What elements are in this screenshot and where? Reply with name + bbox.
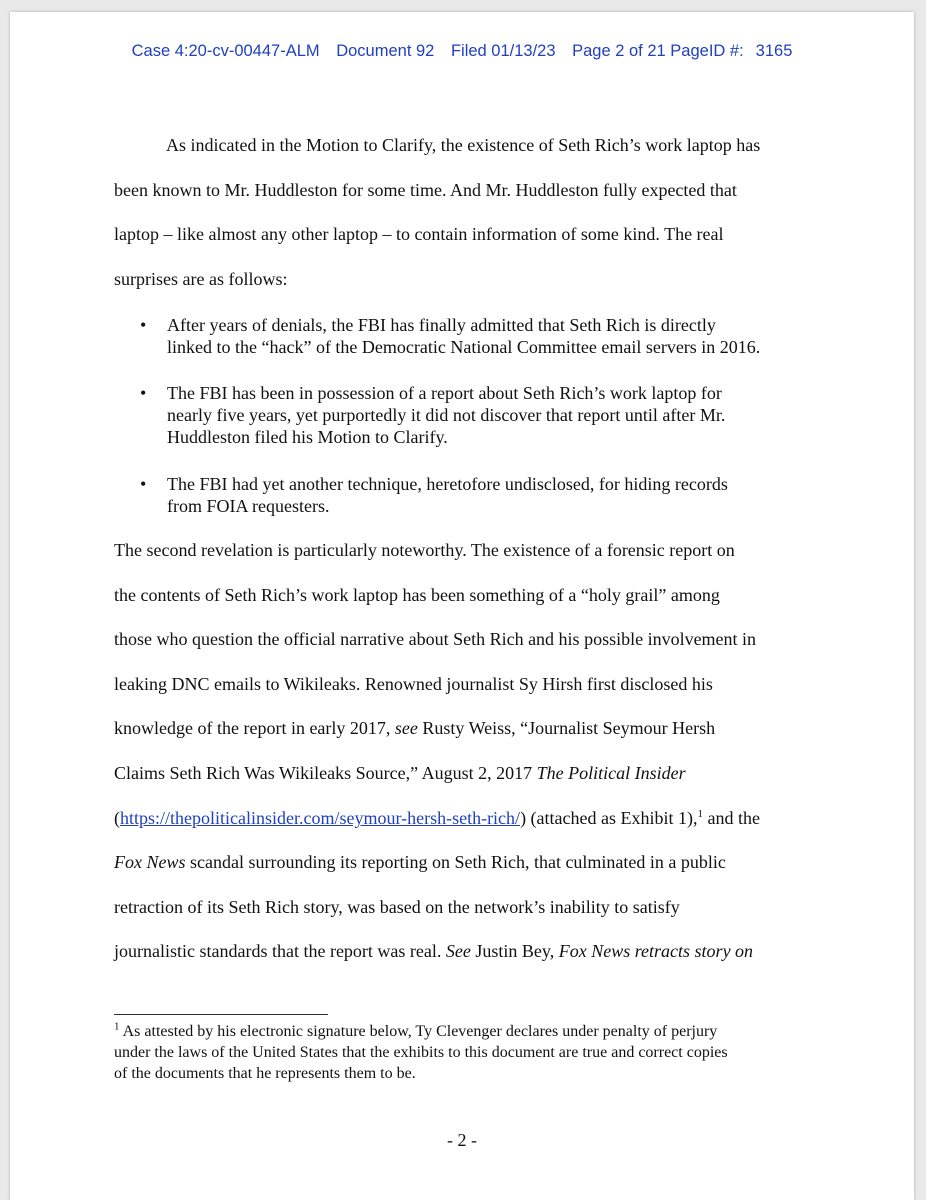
text-run: As attested by his electronic signature below, Ty Clevenger declares under penalty of perjury — [119, 1023, 718, 1040]
body-line — [114, 851, 726, 873]
publication-title: The Political Insider — [536, 763, 686, 783]
text-run: and the — [703, 808, 760, 828]
body-line: been known to Mr. Huddleston for some time. And Mr. Huddleston fully expected that — [114, 180, 737, 200]
text-run: Justin Bey, — [470, 941, 559, 961]
bullet-text: The FBI has been in possession of a report about Seth Rich’s work laptop for — [167, 383, 722, 403]
bullet-text: nearly five years, yet purportedly it did not discover that report until after Mr. — [167, 405, 726, 425]
exhibit-link[interactable]: https://thepoliticalinsider.com/seymour-hersh-seth-rich/ — [120, 808, 521, 828]
page-number: - 2 - — [447, 1130, 477, 1150]
signal-see: See — [445, 941, 471, 961]
text-run: knowledge of the report in early 2017, — [114, 718, 395, 738]
text-run: Claims Seth Rich Was Wikileaks Source,” August 2, 2017 — [114, 763, 537, 783]
bullet-icon: • — [140, 474, 147, 494]
body-line: The second revelation is particularly noteworthy. The existence of a forensic report on — [114, 540, 735, 560]
publication-title: Fox News — [114, 852, 186, 872]
filed-date: Filed 01/13/23 — [450, 42, 556, 60]
bullet-text: The FBI had yet another technique, heretofore undisclosed, for hiding records — [167, 474, 728, 494]
bullet-text: After years of denials, the FBI has finally admitted that Seth Rich is directly — [167, 315, 716, 335]
document-number: Document 92 — [336, 42, 435, 60]
bullet-text: Huddleston filed his Motion to Clarify. — [167, 427, 448, 447]
article-title: Fox News retracts story on — [558, 941, 754, 961]
body-line: surprises are as follows: — [114, 269, 288, 289]
bullet-icon: • — [140, 383, 147, 403]
body-line: laptop – like almost any other laptop – to contain information of some kind. The real — [114, 224, 724, 244]
body-line — [114, 807, 760, 829]
page-id: 3165 — [755, 42, 793, 60]
case-number: Case 4:20-cv-00447-ALM — [131, 42, 320, 60]
ecf-header — [10, 42, 914, 61]
body-line: those who question the official narrative about Seth Rich and his possible involvement in — [114, 629, 757, 649]
text-run: ) (attached as Exhibit 1), — [520, 808, 698, 828]
footnote-line: under the laws of the United States that the exhibits to this document are true and correct copies — [114, 1044, 728, 1061]
text-run: ( — [114, 808, 120, 828]
body-line: retraction of its Seth Rich story, was based on the network’s inability to satisfy — [114, 897, 680, 917]
body-line: the contents of Seth Rich’s work laptop has been something of a “holy grail” among — [114, 585, 720, 605]
document-page — [10, 12, 914, 1200]
signal-see: see — [394, 718, 418, 738]
text-run: scandal surrounding its reporting on Seth Rich, that culminated in a public — [185, 852, 726, 872]
bullet-text: from FOIA requesters. — [167, 496, 330, 516]
bullet-text: linked to the “hack” of the Democratic National Committee email servers in 2016. — [167, 337, 761, 357]
footnote-divider — [114, 1014, 328, 1015]
body-line — [114, 717, 715, 739]
body-line: As indicated in the Motion to Clarify, the existence of Seth Rich’s work laptop has — [166, 135, 761, 155]
body-line — [114, 940, 753, 962]
body-line: leaking DNC emails to Wikileaks. Renowned journalist Sy Hirsh first disclosed his — [114, 674, 713, 694]
text-run: Rusty Weiss, “Journalist Seymour Hersh — [417, 718, 716, 738]
footnote-line — [114, 1022, 717, 1042]
text-run: journalistic standards that the report was real. — [114, 941, 446, 961]
page-info: Page 2 of 21 PageID #: — [572, 42, 744, 60]
footnote-line: of the documents that he represents them to be. — [114, 1065, 416, 1082]
footnote-reference: 1 — [697, 808, 703, 820]
footnote-number: 1 — [114, 1020, 120, 1033]
body-line — [114, 762, 686, 784]
bullet-icon: • — [140, 315, 147, 335]
